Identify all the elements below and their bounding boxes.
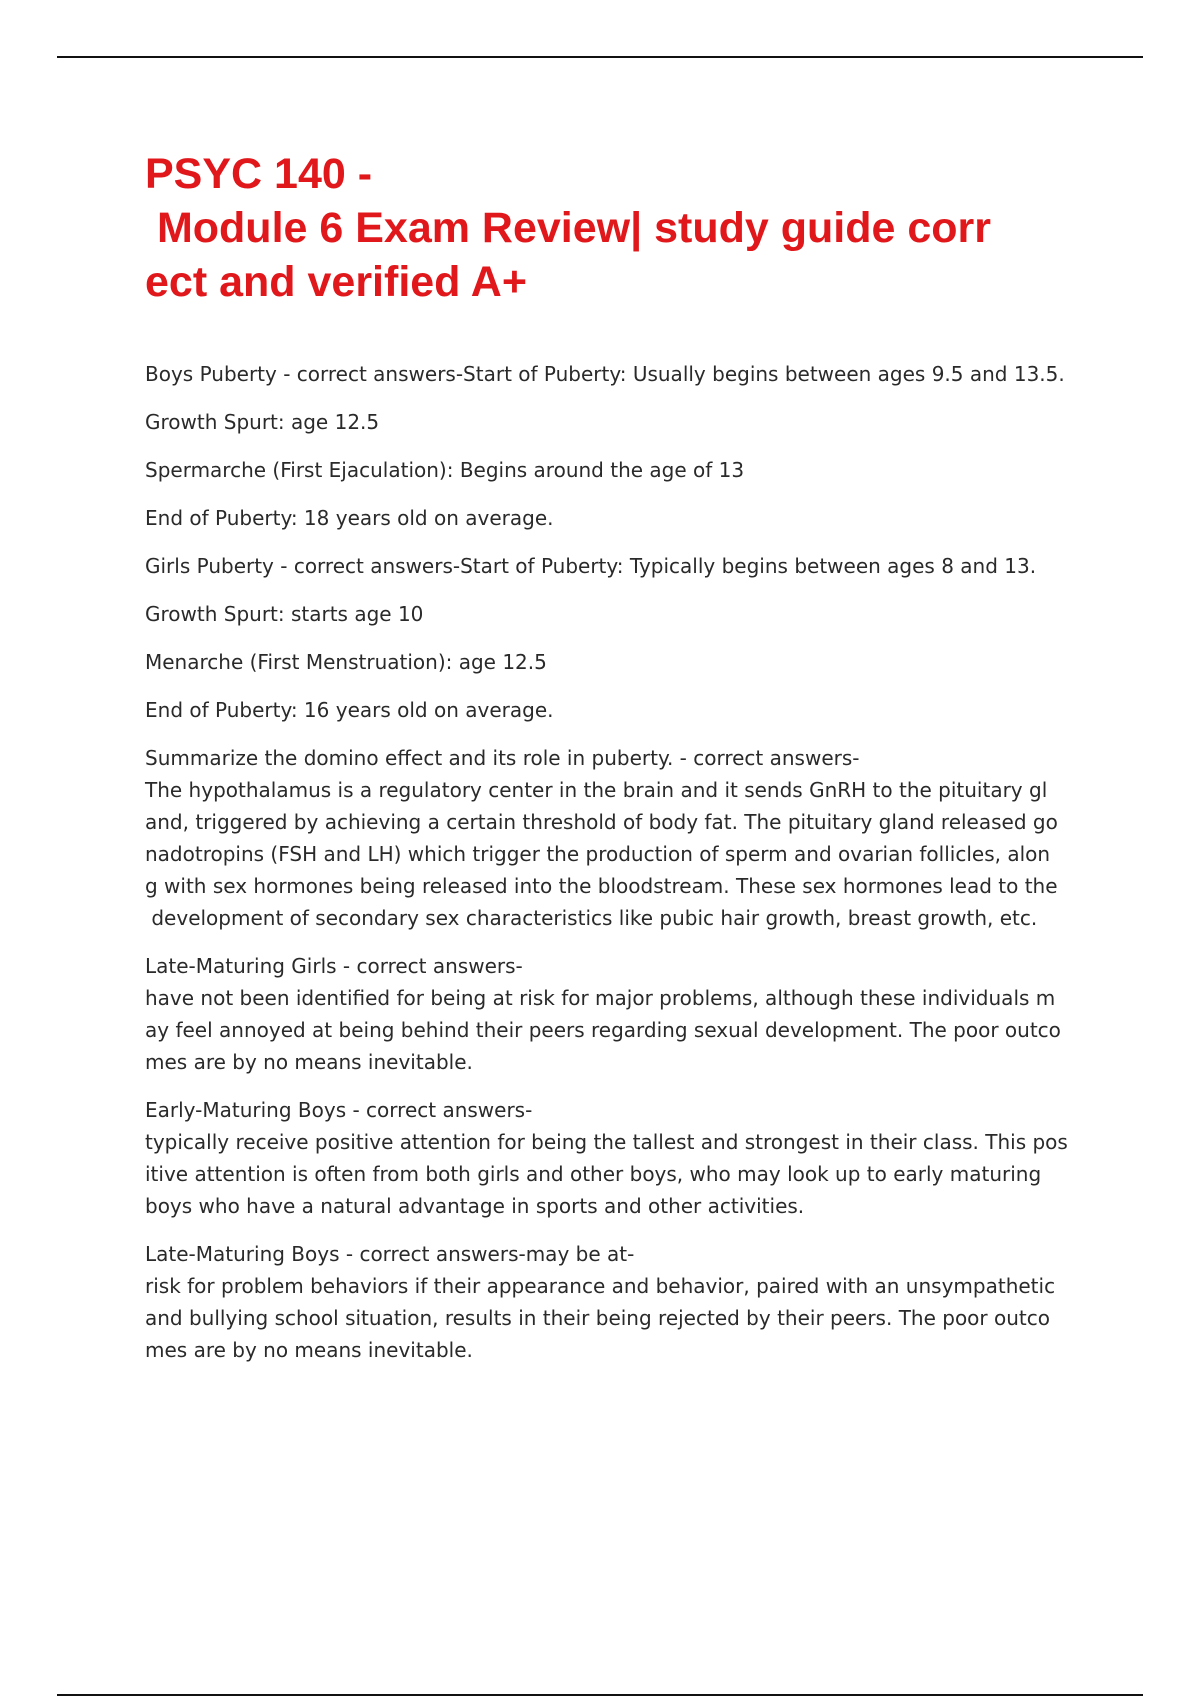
paragraph-line: nadotropins (FSH and LH) which trigger the production of sperm and ovarian follicles, alon xyxy=(145,842,1051,866)
paragraph-boys-growth-spurt xyxy=(145,406,1095,438)
title-line: PSYC 140 - xyxy=(145,150,373,198)
paragraph-line: and, triggered by achieving a certain threshold of body fat. The pituitary gland released go xyxy=(145,810,1058,834)
paragraph-late-maturing-boys xyxy=(145,1238,1095,1366)
paragraph-line: Late-Maturing Boys - correct answers-may be at- xyxy=(145,1242,635,1266)
paragraph-menarche xyxy=(145,646,1095,678)
paragraph-girls-puberty xyxy=(145,550,1095,582)
paragraph-line: Summarize the domino effect and its role in puberty. - correct answers- xyxy=(145,746,860,770)
paragraph-spermarche xyxy=(145,454,1095,486)
paragraph-line: mes are by no means inevitable. xyxy=(145,1338,473,1362)
document-title xyxy=(145,147,1095,309)
paragraph-line: End of Puberty: 18 years old on average. xyxy=(145,506,554,530)
paragraph-line: The hypothalamus is a regulatory center in the brain and it sends GnRH to the pituitary gl xyxy=(145,778,1048,802)
document-body xyxy=(145,358,1095,1382)
paragraph-line: Growth Spurt: age 12.5 xyxy=(145,410,380,434)
bottom-divider xyxy=(57,1694,1143,1696)
paragraph-line: development of secondary sex characteristics like pubic hair growth, breast growth, etc. xyxy=(145,906,1038,930)
paragraph-line: Girls Puberty - correct answers-Start of Puberty: Typically begins between ages 8 and 13. xyxy=(145,554,1037,578)
paragraph-line: g with sex hormones being released into the bloodstream. These sex hormones lead to the xyxy=(145,874,1058,898)
paragraph-line: have not been identified for being at risk for major problems, although these individuals m xyxy=(145,986,1056,1010)
paragraph-line: itive attention is often from both girls and other boys, who may look up to early maturing xyxy=(145,1162,1042,1186)
paragraph-line: Growth Spurt: starts age 10 xyxy=(145,602,424,626)
paragraph-line: and bullying school situation, results in their being rejected by their peers. The poor outco xyxy=(145,1306,1050,1330)
paragraph-line: typically receive positive attention for being the tallest and strongest in their class. This pos xyxy=(145,1130,1068,1154)
paragraph-line: Early-Maturing Boys - correct answers- xyxy=(145,1098,533,1122)
paragraph-girls-end-puberty xyxy=(145,694,1095,726)
paragraph-line: End of Puberty: 16 years old on average. xyxy=(145,698,554,722)
paragraph-domino-effect xyxy=(145,742,1095,934)
paragraph-early-maturing-boys xyxy=(145,1094,1095,1222)
paragraph-line: Boys Puberty - correct answers-Start of Puberty: Usually begins between ages 9.5 and 13.5. xyxy=(145,362,1065,386)
paragraph-girls-growth-spurt xyxy=(145,598,1095,630)
title-line: Module 6 Exam Review| study guide corr xyxy=(145,204,991,252)
top-divider xyxy=(57,56,1143,58)
paragraph-line: ay feel annoyed at being behind their peers regarding sexual development. The poor outco xyxy=(145,1018,1061,1042)
title-line: ect and verified A+ xyxy=(145,258,527,306)
paragraph-line: Spermarche (First Ejaculation): Begins around the age of 13 xyxy=(145,458,745,482)
paragraph-boys-end-puberty xyxy=(145,502,1095,534)
paragraph-line: mes are by no means inevitable. xyxy=(145,1050,473,1074)
paragraph-boys-puberty xyxy=(145,358,1095,390)
paragraph-line: risk for problem behaviors if their appearance and behavior, paired with an unsympathetic xyxy=(145,1274,1056,1298)
paragraph-line: boys who have a natural advantage in sports and other activities. xyxy=(145,1194,805,1218)
paragraph-line: Menarche (First Menstruation): age 12.5 xyxy=(145,650,547,674)
paragraph-late-maturing-girls xyxy=(145,950,1095,1078)
paragraph-line: Late-Maturing Girls - correct answers- xyxy=(145,954,523,978)
